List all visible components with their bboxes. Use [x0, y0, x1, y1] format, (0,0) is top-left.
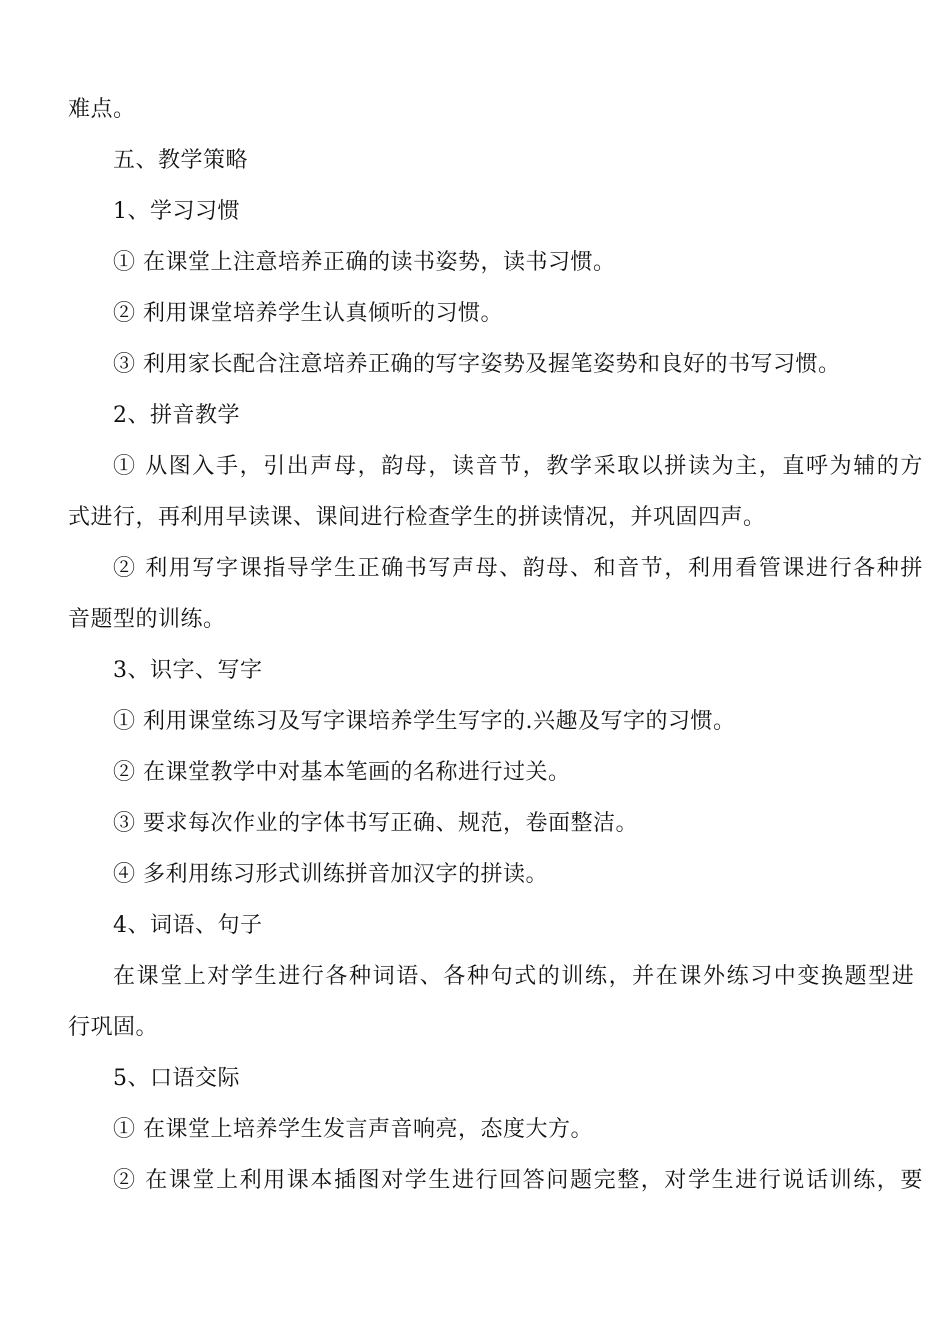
- text-line: ① 在课堂上培养学生发言声音响亮，态度大方。: [113, 1117, 593, 1142]
- text-line: ④ 多利用练习形式训练拼音加汉字的拼读。: [113, 862, 548, 887]
- subsection-heading: 5、口语交际: [113, 1066, 240, 1091]
- text-line: 行巩固。: [68, 1015, 159, 1040]
- text-line: 音题型的训练。: [68, 607, 226, 632]
- text-line: ① 从图入手，引出声母，韵母，读音节，教学采取以拼读为主，直呼为辅的方: [113, 454, 924, 479]
- subsection-heading: 3、识字、写字: [113, 658, 263, 683]
- subsection-heading: 2、拼音教学: [113, 403, 240, 428]
- text-line: ② 利用课堂培养学生认真倾听的习惯。: [113, 301, 503, 326]
- text-line: 难点。: [68, 97, 136, 122]
- text-line: ③ 要求每次作业的字体书写正确、规范，卷面整洁。: [113, 811, 638, 836]
- text-line: 在课堂上对学生进行各种词语、各种句式的训练，并在课外练习中变换题型进: [113, 964, 916, 989]
- text-line: ① 利用课堂练习及写字课培养学生写字的.兴趣及写字的习惯。: [113, 709, 736, 734]
- subsection-heading: 1、学习习惯: [113, 199, 240, 224]
- text-line: ① 在课堂上注意培养正确的读书姿势，读书习惯。: [113, 250, 616, 275]
- subsection-heading: 4、词语、句子: [113, 913, 263, 938]
- text-line: ③ 利用家长配合注意培养正确的写字姿势及握笔姿势和良好的书写习惯。: [113, 352, 841, 377]
- text-line: 式进行，再利用早读课、课间进行检查学生的拼读情况，并巩固四声。: [68, 505, 766, 530]
- section-heading: 五、教学策略: [113, 148, 249, 173]
- text-line: ② 在课堂教学中对基本笔画的名称进行过关。: [113, 760, 571, 785]
- text-line: ② 在课堂上利用课本插图对学生进行回答问题完整，对学生进行说话训练，要: [113, 1168, 924, 1193]
- text-line: ② 利用写字课指导学生正确书写声母、韵母、和音节，利用看管课进行各种拼: [113, 556, 924, 581]
